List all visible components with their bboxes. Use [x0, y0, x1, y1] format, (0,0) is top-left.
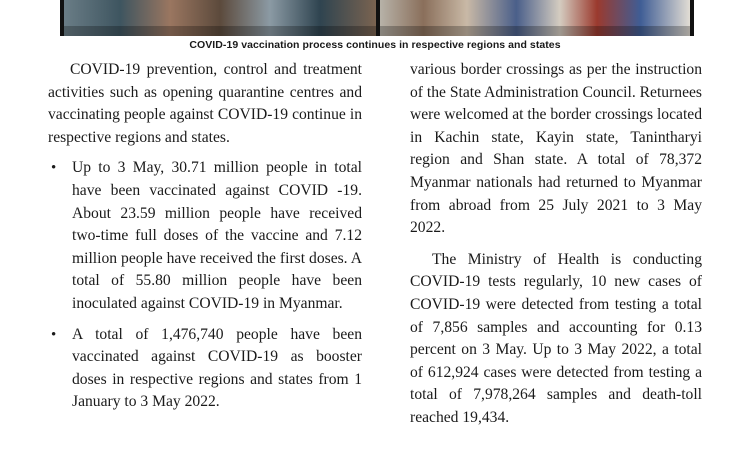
right-column [410, 59, 702, 430]
testing-paragraph: The Ministry of Health is conducting COVID-19 tests regularly, 10 new cases of COVID-19 were detected from testing a total of 7,856 samples and accounting for 0.13 percent on 3 May. Up to 3 May 2022, a total of 612,924 cases were detected from testing a total of 7,978,264 samples and death-toll reached 19,434. [410, 250, 702, 426]
vaccination-photo-right [380, 0, 690, 36]
returnees-paragraph: various border crossings as per the instruction of the State Administration Council. Returnees were welcomed at the border crossings located in Kachin state, Kayin state, Tanintharyi region and Shan state. A total of 78,372 Myanmar nationals had returned to Myanmar from abroad from 25 July 2021 to 3 May 2022. [410, 61, 702, 237]
bullet-text: A total of 1,476,740 people have been vaccinated against COVID-19 as booster doses in respective regions and states from 1 January to 3 May 2022. [72, 325, 362, 411]
bullet-icon: • [51, 160, 57, 177]
intro-paragraph: COVID-19 prevention, control and treatment activities such as opening quarantine centres and vaccinating people against COVID-19 continue in respective regions and states. [48, 61, 362, 146]
photo-caption: COVID-19 vaccination process continues in respective regions and states [189, 39, 561, 51]
bullet-list [48, 157, 362, 414]
list-item [48, 324, 362, 414]
bullet-icon: • [51, 326, 57, 343]
photo-strip [60, 0, 694, 36]
left-column [48, 59, 362, 414]
bullet-text: Up to 3 May, 30.71 million people in total have been vaccinated against COVID -19. About 23.59 million people have received two-time full doses of the vaccine and 7.12 million people have received the first doses. A total of 55.80 million people have been inoculated against COVID-19 in Myanmar. [72, 159, 362, 312]
list-item [48, 157, 362, 315]
vaccination-photo-left [64, 0, 376, 36]
